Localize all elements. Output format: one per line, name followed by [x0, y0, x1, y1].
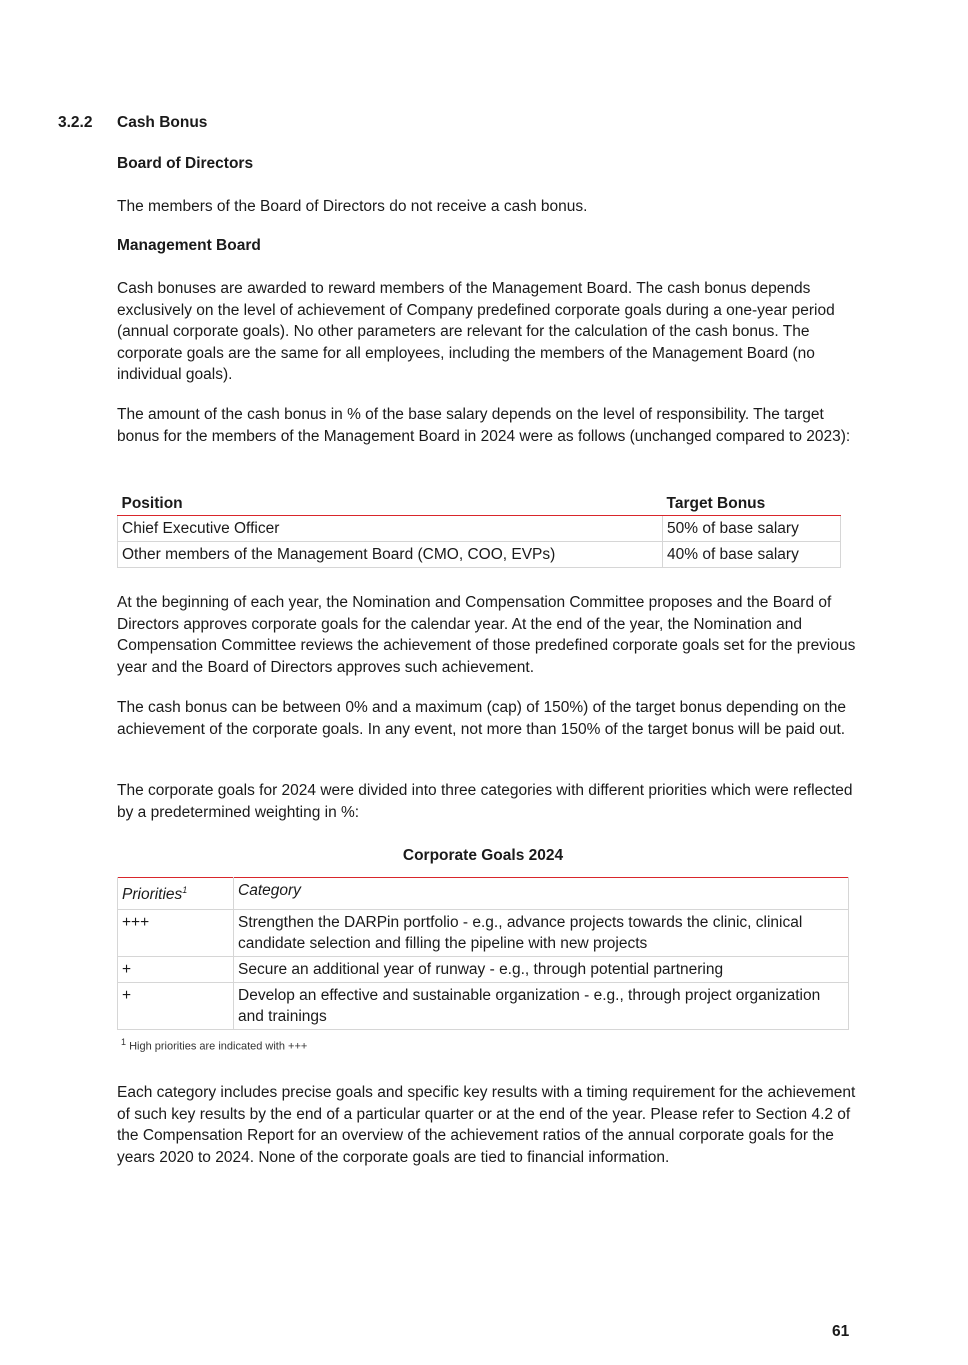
page-number: 61 — [832, 1323, 850, 1340]
column-header-target-bonus: Target Bonus — [663, 491, 841, 516]
priority-cell: + — [118, 983, 234, 1030]
category-cell: Strengthen the DARPin portfolio - e.g., advance projects towards the clinic, clinical candidate selection and filling the pipeline with new projects — [234, 910, 849, 957]
priorities-label: Priorities — [122, 886, 183, 904]
section-title: Cash Bonus — [117, 114, 208, 131]
board-heading: Board of Directors — [117, 155, 254, 172]
target-bonus-table — [117, 491, 841, 568]
column-header-category: Category — [234, 878, 849, 910]
management-heading: Management Board — [117, 237, 261, 254]
paragraph-goal-categories: The corporate goals for 2024 were divided into three categories with different priorities which were reflected by a predetermined weighting in %: — [117, 782, 853, 821]
category-cell: Develop an effective and sustainable organization - e.g., through project organization and trainings — [234, 983, 849, 1030]
goals-table-caption: Corporate Goals 2024 — [402, 847, 564, 864]
column-header-position: Position — [118, 491, 663, 516]
priority-cell: + — [118, 957, 234, 983]
table-header-row — [118, 878, 849, 910]
section-number: 3.2.2 — [58, 114, 93, 131]
column-header-priorities — [118, 878, 234, 910]
table-row — [118, 542, 841, 568]
category-cell: Secure an additional year of runway - e.g., through potential partnering — [234, 957, 849, 983]
paragraph-key-results: Each category includes precise goals and specific key results with a timing requirement for the achievement of such key results by the end of a particular quarter or at the end of the year. Please refer to Section 4.2 of the Compensation Report for an overview of the achievement ratios of the annual corporate goals for the years 2020 to 2024. None of the corporate goals are tied to financial information. — [117, 1084, 856, 1166]
table-header-row — [118, 491, 841, 516]
footnote-number: 1 — [121, 1037, 127, 1047]
corporate-goals-table — [117, 877, 849, 1030]
table-footnote — [121, 1037, 307, 1053]
footnote-text: High priorities are indicated with +++ — [129, 1040, 308, 1053]
paragraph-goal-approval: At the beginning of each year, the Nomination and Compensation Committee proposes and the Board of Directors approves corporate goals for the calendar year. At the end of the year, the Nomination and Compensation Committee reviews the achievement of those predefined corporate goals set for the previous year and the Board of Directors approves such achievement. — [117, 594, 856, 676]
table-row — [118, 516, 841, 542]
position-cell: Chief Executive Officer — [118, 516, 663, 542]
table-row — [118, 983, 849, 1030]
table-row — [118, 910, 849, 957]
table-row — [118, 957, 849, 983]
bonus-cell: 50% of base salary — [663, 516, 841, 542]
board-paragraph: The members of the Board of Directors do not receive a cash bonus. — [117, 198, 588, 215]
position-cell: Other members of the Management Board (CMO, COO, EVPs) — [118, 542, 663, 568]
management-paragraph-1: Cash bonuses are awarded to reward members of the Management Board. The cash bonus depends exclusively on the level of achievement of Company predefined corporate goals during a one-year period (annual corporate goals). No other parameters are relevant for the calculation of the cash bonus. The corporate goals are the same for all employees, including the members of the Management Board (no individual goals). — [117, 280, 835, 383]
footnote-marker: 1 — [182, 885, 188, 895]
paragraph-bonus-cap: The cash bonus can be between 0% and a maximum (cap) of 150%) of the target bonus depending on the achievement of the corporate goals. In any event, not more than 150% of the target bonus will be paid out. — [117, 699, 846, 738]
priority-cell: +++ — [118, 910, 234, 957]
management-paragraph-2: The amount of the cash bonus in % of the base salary depends on the level of responsibility. The target bonus for the members of the Management Board in 2024 were as follows (unchanged compared to 2023): — [117, 406, 851, 445]
bonus-cell: 40% of base salary — [663, 542, 841, 568]
